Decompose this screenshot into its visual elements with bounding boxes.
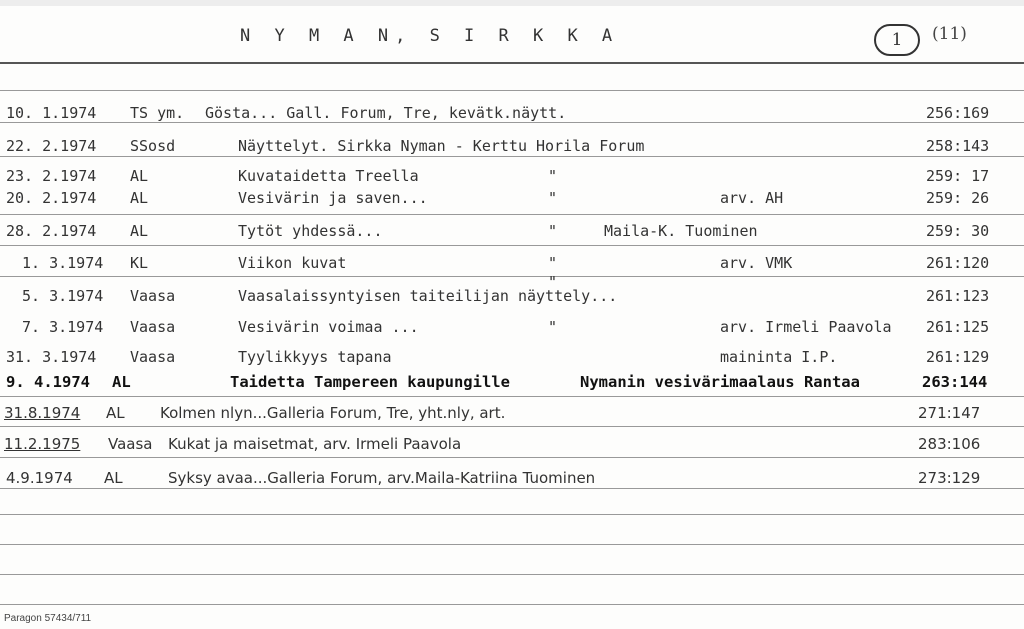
card-total: (11) [932, 24, 967, 44]
row-ditto: " [548, 189, 558, 207]
row-date: 4.9.1974 [6, 469, 73, 487]
row-extra: arv. AH [720, 189, 784, 207]
table-row [0, 189, 1024, 211]
row-ref: 263:144 [922, 373, 988, 391]
table-row [0, 373, 1024, 395]
row-title: Vaasalaissyntyisen taiteilijan näyttely... [238, 287, 618, 305]
card-number: 1 [891, 30, 903, 50]
header-rule [0, 62, 1024, 64]
ruled-line [0, 276, 1024, 277]
table-row [0, 254, 1024, 276]
row-source: AL [112, 373, 131, 391]
table-row [0, 167, 1024, 189]
row-ref: 259: 17 [926, 167, 990, 185]
row-title: Kolmen nlyn...Galleria Forum, Tre, yht.nly, art. [160, 404, 506, 422]
row-ref: 261:123 [926, 287, 990, 305]
table-row [0, 435, 1024, 457]
row-ditto: " [548, 273, 558, 291]
row-ref: 256:169 [926, 104, 990, 122]
ruled-line [0, 457, 1024, 458]
row-extra: arv. VMK [720, 254, 793, 272]
row-extra: Maila-K. Tuominen [604, 222, 758, 240]
row-source: TS ym. [130, 104, 185, 122]
table-row [0, 404, 1024, 426]
row-title: Tyylikkyys tapana [238, 348, 392, 366]
row-source: AL [130, 189, 149, 207]
row-date: 31. 3.1974 [6, 348, 97, 366]
row-title: Kuvataidetta Treella [238, 167, 419, 185]
row-ref: 271:147 [918, 404, 981, 422]
ruled-line [0, 396, 1024, 397]
table-row [0, 222, 1024, 244]
row-date: 28. 2.1974 [6, 222, 97, 240]
row-ditto: " [548, 167, 558, 185]
row-source: AL [130, 167, 149, 185]
row-source: AL [106, 404, 125, 422]
row-date: 9. 4.1974 [6, 373, 90, 391]
row-title: Tytöt yhdessä... [238, 222, 383, 240]
ruled-line [0, 488, 1024, 489]
ruled-line [0, 426, 1024, 427]
row-ref: 273:129 [918, 469, 981, 487]
ruled-line [0, 156, 1024, 157]
printer-mark: Paragon 57434/711 [4, 613, 92, 624]
row-date: 5. 3.1974 [22, 287, 104, 305]
row-title: Vesivärin voimaa ... [238, 318, 419, 336]
row-date: 22. 2.1974 [6, 137, 97, 155]
row-date: 1. 3.1974 [22, 254, 104, 272]
row-source: AL [104, 469, 123, 487]
row-ref: 258:143 [926, 137, 990, 155]
row-extra: arv. Irmeli Paavola [720, 318, 892, 336]
table-row [0, 318, 1024, 340]
row-extra: Nymanin vesivärimaalaus Rantaa [580, 373, 860, 391]
row-ref: 261:120 [926, 254, 990, 272]
row-source: Vaasa [130, 348, 176, 366]
ruled-line [0, 604, 1024, 605]
row-ref: 261:125 [926, 318, 990, 336]
row-ditto: " [548, 318, 558, 336]
ruled-line [0, 574, 1024, 575]
row-title: Gösta... Gall. Forum, Tre, kevätk.näytt. [205, 104, 567, 122]
table-row [0, 273, 1024, 309]
row-title: Vesivärin ja saven... [238, 189, 428, 207]
card-number-circled [874, 24, 920, 56]
ruled-line [0, 245, 1024, 246]
ruled-line [0, 544, 1024, 545]
row-date: 10. 1.1974 [6, 104, 97, 122]
row-ref: 259: 30 [926, 222, 990, 240]
row-title: Viikon kuvat [238, 254, 347, 272]
row-source: Vaasa [130, 287, 176, 305]
row-source: KL [130, 254, 149, 272]
row-ref: 261:129 [926, 348, 990, 366]
row-title: Kukat ja maisetmat, arv. Irmeli Paavola [168, 435, 462, 453]
row-source: AL [130, 222, 149, 240]
row-ref: 259: 26 [926, 189, 990, 207]
row-date: 31.8.1974 [4, 404, 81, 422]
row-ditto: " [548, 222, 558, 240]
row-date: 20. 2.1974 [6, 189, 97, 207]
row-title: Näyttelyt. Sirkka Nyman - Kerttu Horila Forum [238, 137, 645, 155]
ruled-line [0, 90, 1024, 91]
ruled-line [0, 514, 1024, 515]
ruled-line [0, 122, 1024, 123]
artist-name: N Y M A N, S I R K K A [240, 26, 620, 46]
row-title: Syksy avaa...Galleria Forum, arv.Maila-Katriina Tuominen [168, 469, 596, 487]
row-title: Taidetta Tampereen kaupungille [230, 373, 510, 391]
row-source: Vaasa [108, 435, 153, 453]
row-source: SSosd [130, 137, 176, 155]
ruled-line [0, 214, 1024, 215]
row-source: Vaasa [130, 318, 176, 336]
row-ditto: " [548, 254, 558, 272]
table-row [0, 348, 1024, 370]
row-extra: maininta I.P. [720, 348, 838, 366]
row-date: 23. 2.1974 [6, 167, 97, 185]
row-ref: 283:106 [918, 435, 981, 453]
row-date: 7. 3.1974 [22, 318, 104, 336]
row-date: 11.2.1975 [4, 435, 81, 453]
card-top-edge [0, 0, 1024, 6]
